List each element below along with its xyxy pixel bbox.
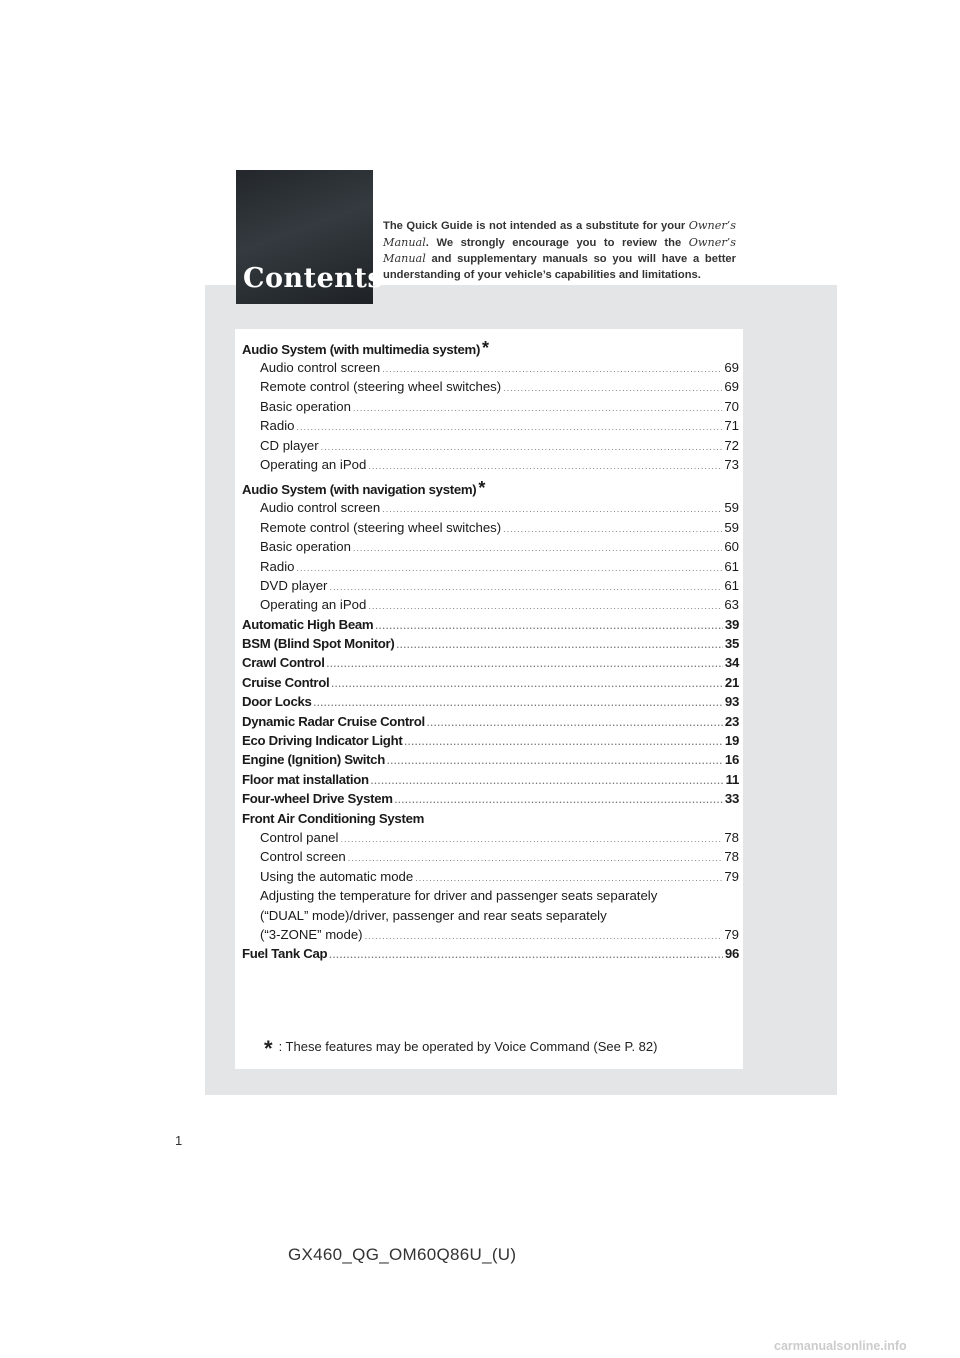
leader-dots	[404, 737, 723, 747]
toc-heading-front-ac[interactable]: Front Air Conditioning System	[242, 810, 425, 826]
document-code: GX460_QG_OM60Q86U_(U)	[288, 1245, 517, 1264]
toc-label: Radio	[260, 418, 295, 434]
toc-heading-audio-navigation[interactable]: Audio System (with navigation system) *	[242, 478, 486, 499]
leader-dots	[503, 524, 722, 534]
toc-item[interactable]	[242, 379, 739, 398]
asterisk-icon: *	[482, 338, 489, 358]
toc-page: 19	[724, 733, 739, 749]
leader-dots	[314, 698, 723, 708]
toc-label: Cruise Control	[242, 674, 330, 690]
leader-dots	[353, 543, 722, 553]
toc-page: 69	[724, 379, 739, 395]
leader-dots	[395, 795, 723, 805]
toc-item[interactable]	[242, 520, 739, 539]
toc-page: 33	[724, 791, 739, 807]
toc-entry[interactable]	[242, 752, 739, 771]
toc-item-adjusting-line2[interactable]: (“DUAL” mode)/driver, passenger and rear seats separately	[260, 907, 607, 923]
toc-label: Using the automatic mode	[260, 868, 414, 884]
toc-entry[interactable]	[242, 694, 739, 713]
contents-header-block	[236, 170, 384, 304]
asterisk-icon: *	[264, 1036, 273, 1061]
toc-label: CD player	[260, 437, 319, 453]
toc-label: Floor mat installation	[242, 771, 369, 787]
toc-entry[interactable]	[242, 636, 739, 655]
toc-page: 39	[724, 616, 739, 632]
toc-label: Eco Driving Indicator Light	[242, 733, 403, 749]
toc-page: 34	[724, 655, 739, 671]
toc-page: 61	[724, 558, 739, 574]
toc-item[interactable]	[242, 578, 739, 597]
toc-label: DVD player	[260, 577, 328, 593]
toc-label: Audio control screen	[260, 500, 381, 516]
toc-page: 23	[724, 713, 739, 729]
toc-label: Basic operation	[260, 539, 351, 555]
leader-dots	[368, 601, 722, 611]
leader-dots	[387, 756, 723, 766]
toc-item[interactable]	[242, 830, 739, 849]
asterisk-icon: *	[478, 478, 486, 499]
toc-page: 35	[724, 636, 739, 652]
toc-label: Remote control (steering wheel switches)	[260, 379, 502, 395]
toc-label: Crawl Control	[242, 655, 325, 671]
toc-item[interactable]	[242, 539, 739, 558]
toc-entry[interactable]	[242, 791, 739, 810]
page-title: Contents	[243, 263, 384, 294]
toc-label: Audio control screen	[260, 360, 381, 375]
toc-entry[interactable]	[242, 655, 739, 674]
toc-entry[interactable]	[242, 733, 739, 752]
toc-page: 70	[724, 398, 739, 414]
toc-page: 71	[724, 418, 739, 434]
toc-page: 21	[724, 674, 739, 690]
toc-entry[interactable]	[242, 617, 739, 636]
toc-item[interactable]	[242, 360, 739, 379]
toc-item-adjusting-line3[interactable]: (“3-ZONE” mode) ..... 79	[242, 927, 739, 946]
leader-dots	[348, 853, 723, 863]
toc-label: Dynamic Radar Cruise Control	[242, 713, 425, 729]
watermark: carmanualsonline.info	[774, 1339, 907, 1353]
leader-dots	[371, 776, 724, 786]
toc-page: 59	[724, 500, 739, 516]
toc-label: Control panel	[260, 829, 339, 845]
footnote: * : These features may be operated by Voice Command (See P. 82)	[264, 1036, 658, 1061]
toc-page: 60	[724, 539, 739, 555]
toc-item-adjusting-line1[interactable]: Adjusting the temperature for driver and passenger seats separately	[260, 888, 658, 904]
toc-item[interactable]	[242, 559, 739, 578]
toc-page: 69	[724, 360, 739, 375]
toc-page: 63	[724, 597, 739, 613]
toc-item[interactable]	[242, 500, 739, 519]
toc-page: 79	[724, 868, 739, 884]
toc-label: Automatic High Beam	[242, 616, 374, 632]
toc-item[interactable]	[242, 457, 739, 476]
page-number: 1	[175, 1133, 183, 1148]
leader-dots	[296, 563, 722, 573]
toc-label: Control screen	[260, 849, 346, 865]
toc-page: 59	[724, 519, 739, 535]
toc-label: Operating an iPod	[260, 597, 367, 613]
toc-group-audio-multimedia	[242, 360, 739, 476]
toc-page: 61	[724, 577, 739, 593]
leader-dots	[382, 364, 722, 374]
toc-group-main-entries	[242, 617, 739, 811]
toc-item[interactable]	[242, 597, 739, 616]
toc-page: 78	[724, 849, 739, 865]
leader-dots	[415, 873, 722, 883]
toc-page: 73	[724, 456, 739, 472]
leader-dots	[329, 582, 722, 592]
toc-label: Four-wheel Drive System	[242, 791, 393, 807]
leader-dots	[375, 621, 723, 631]
toc-entry-fuel-tank-cap[interactable]: Fuel Tank Cap ..... 96	[242, 946, 739, 965]
toc-label: Door Locks	[242, 694, 312, 710]
toc-label: Radio	[260, 558, 295, 574]
toc-page: 11	[725, 771, 739, 787]
disclaimer-text: The Quick Guide is not intended as a substitute for your Owner’s Manual. We strongly encourage you to review the Owner’s Manual and supplementary manuals so you will have a better understanding of your vehicle’s capabilities and limitations.	[383, 219, 736, 281]
toc-item[interactable]	[242, 438, 739, 457]
leader-dots	[331, 679, 723, 689]
leader-dots	[368, 461, 722, 471]
leader-dots	[353, 403, 722, 413]
toc-group-front-ac	[242, 830, 739, 888]
leader-dots	[327, 659, 723, 669]
table-of-contents	[242, 336, 739, 966]
toc-item[interactable]	[242, 849, 739, 868]
toc-entry[interactable]	[242, 714, 739, 733]
leader-dots	[321, 442, 723, 452]
leader-dots	[382, 504, 722, 514]
leader-dots	[503, 383, 722, 393]
leader-dots	[296, 422, 722, 432]
leader-dots	[340, 834, 722, 844]
toc-page: 93	[724, 694, 739, 710]
toc-item[interactable]	[242, 418, 739, 437]
toc-label: Remote control (steering wheel switches)	[260, 519, 502, 535]
toc-page: 78	[724, 829, 739, 845]
toc-group-audio-navigation	[242, 500, 739, 616]
toc-label: Basic operation	[260, 398, 351, 414]
toc-item[interactable]	[242, 869, 739, 888]
toc-label: Engine (Ignition) Switch	[242, 752, 385, 768]
toc-page: 16	[724, 752, 739, 768]
leader-dots	[396, 640, 722, 650]
leader-dots	[427, 718, 723, 728]
toc-entry[interactable]	[242, 772, 739, 791]
toc-heading-audio-multimedia[interactable]: Audio System (with multimedia system) *	[242, 338, 489, 358]
toc-label: Operating an iPod	[260, 456, 367, 472]
toc-label: BSM (Blind Spot Monitor)	[242, 636, 395, 652]
toc-entry[interactable]	[242, 675, 739, 694]
toc-page: 72	[724, 437, 739, 453]
toc-item[interactable]	[242, 399, 739, 418]
